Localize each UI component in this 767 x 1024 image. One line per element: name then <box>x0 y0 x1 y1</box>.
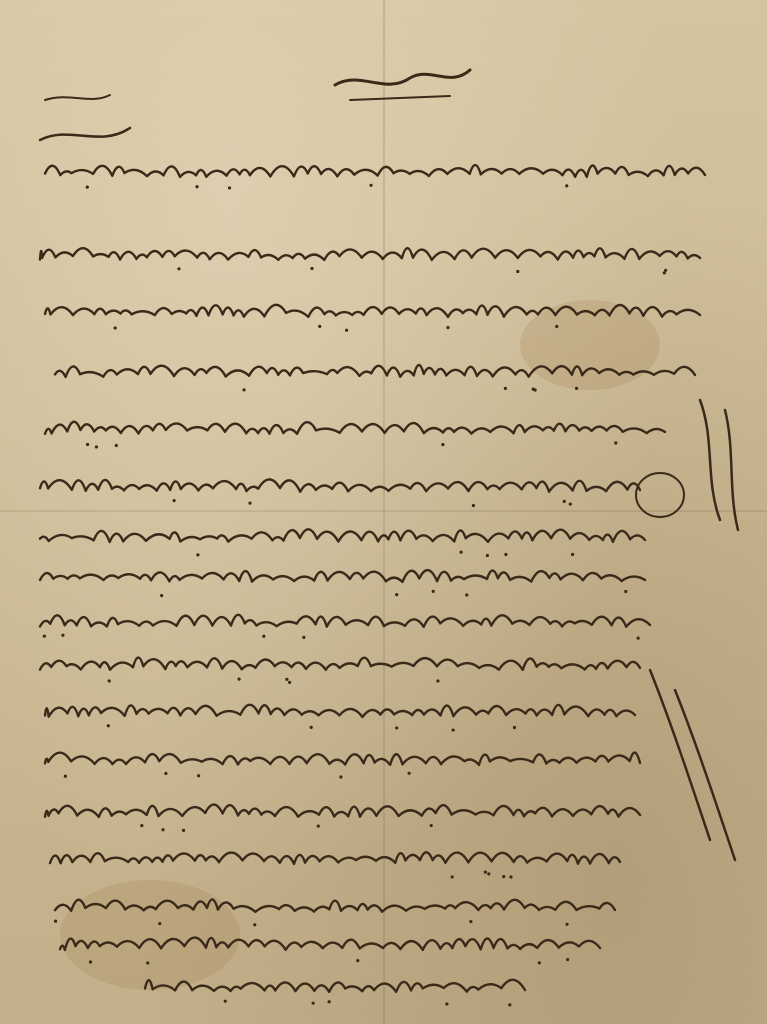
margin-note-right-upper <box>636 400 738 530</box>
margin-note-right-lower <box>650 670 735 860</box>
